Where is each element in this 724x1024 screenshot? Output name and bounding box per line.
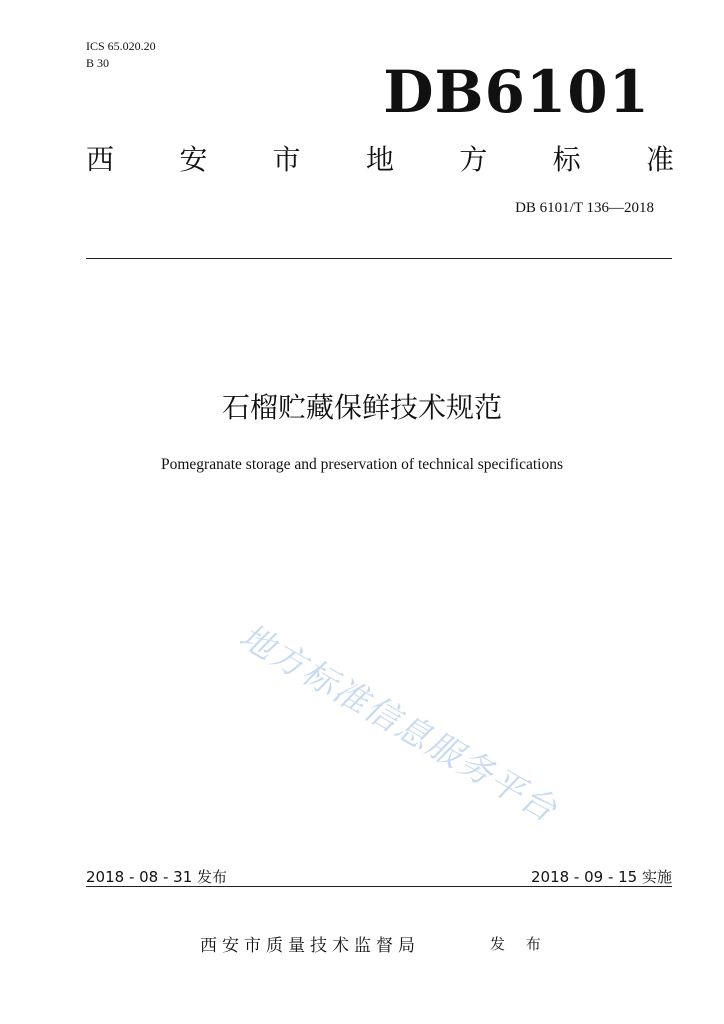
publish-date: 2018 - 08 - 31 发布 [86, 868, 228, 886]
standard-type-char: 市 [272, 143, 301, 176]
ccs-code: B 30 [86, 56, 110, 70]
issuing-authority: 西安市质量技术监督局 [200, 936, 420, 956]
footer-divider [86, 886, 672, 887]
standard-type-char: 准 [645, 143, 674, 176]
issue-label: 发 布 [490, 935, 549, 953]
standard-type-char: 地 [365, 143, 394, 176]
standard-type-char: 方 [459, 143, 488, 176]
standard-type-char: 安 [179, 143, 208, 176]
standard-number: DB 6101/T 136—2018 [515, 200, 654, 216]
classification-codes [86, 38, 156, 72]
ics-code: ICS 65.020.20 [86, 39, 156, 53]
watermark: 地方标准信息服务平台 [232, 616, 565, 831]
standard-type-char: 西 [86, 143, 115, 176]
standard-type-char: 标 [552, 143, 581, 176]
implement-date: 2018 - 09 - 15 实施 [530, 868, 672, 886]
document-title-en: Pomegranate storage and preservation of technical specifications [161, 456, 563, 473]
header-divider [86, 258, 672, 259]
db-logo: DB6101 [383, 58, 650, 126]
document-title-cn: 石榴贮藏保鲜技术规范 [221, 391, 502, 424]
standard-type-heading [86, 140, 674, 180]
